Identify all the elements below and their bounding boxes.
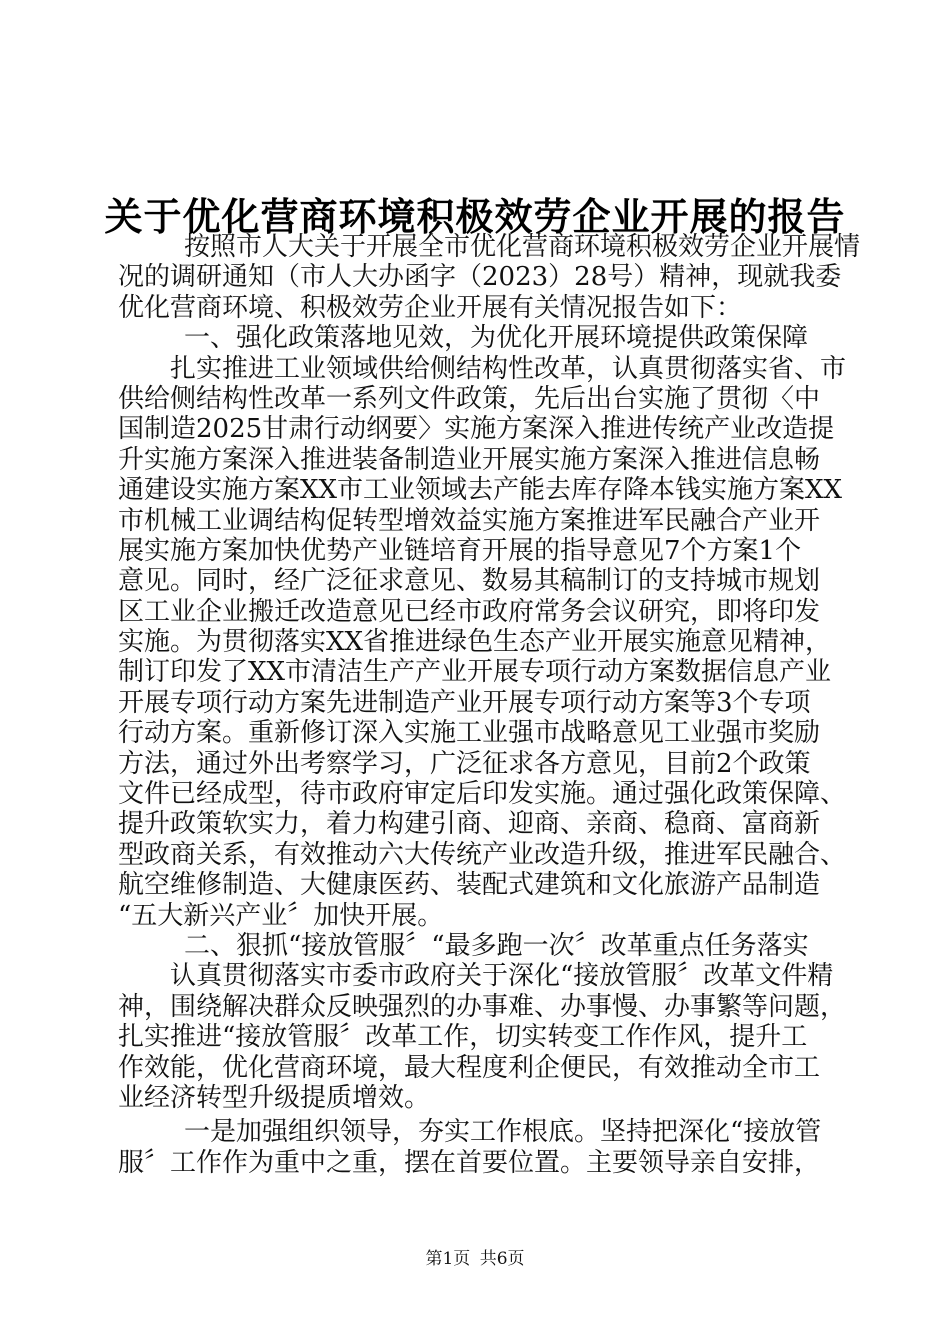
text-line: 按照市人大关于开展全市优化营商环境积极效劳企业开展情 [184, 232, 861, 262]
document-title: 关于优化营商环境积极效劳企业开展的报告 [104, 194, 846, 239]
text-line: 市机械工业调结构促转型增效益实施方案推进军民融合产业开 [118, 505, 821, 536]
page-total: 共6页 [479, 1249, 525, 1269]
text-line: 开展专项行动方案先进制造产业开展专项行动方案等3个专项 [118, 687, 811, 718]
page-number: 第1页 [425, 1249, 471, 1269]
text-line: 升实施方案深入推进装备制造业开展实施方案深入推进信息畅 [118, 444, 821, 475]
section-heading: 二、狠抓“接放管服〞“最多跑一次〞改革重点任务落实 [184, 930, 809, 961]
text-line: 区工业企业搬迁改造意见已经市政府常务会议研究，即将印发 [118, 596, 821, 627]
text-line: “五大新兴产业〞加快开展。 [118, 900, 444, 931]
text-line: 优化营商环境、积极效劳企业开展有关情况报告如下： [118, 292, 743, 323]
text-line: 意见。同时，经广泛征求意见、数易其稿制订的支持城市规划 [118, 566, 821, 597]
text-line: 供给侧结构性改革一系列文件政策，先后出台实施了贯彻〈中 [118, 383, 821, 414]
text-line: 通建设实施方案XX市工业领域去产能去库存降本钱实施方案XX [118, 475, 843, 506]
text-line: 型政商关系，有效推动六大传统产业改造升级，推进军民融合、 [118, 839, 847, 870]
text-line: 况的调研通知（市人大办函字（2023）28号）精神，现就我委 [118, 262, 842, 293]
text-line: 扎实推进工业领域供给侧结构性改革，认真贯彻落实省、市 [170, 353, 847, 384]
text-line: 航空维修制造、大健康医药、装配式建筑和文化旅游产品制造 [118, 870, 821, 901]
text-line: 实施。为贯彻落实XX省推进绿色生态产业开展实施意见精神， [118, 627, 832, 658]
text-line: 业经济转型升级提质增效。 [118, 1082, 431, 1113]
text-line: 扎实推进“接放管服〞改革工作，切实转变工作作风，提升工 [118, 1022, 808, 1053]
text-line: 神，围绕解决群众反映强烈的办事难、办事慢、办事繁等问题， [118, 991, 847, 1022]
text-line: 提升政策软实力，着力构建引商、迎商、亲商、稳商、富商新 [118, 809, 821, 840]
page-footer [0, 1244, 950, 1269]
text-line: 行动方案。重新修订深入实施工业强市战略意见工业强市奖励 [118, 718, 821, 749]
section-heading: 一、强化政策落地见效，为优化开展环境提供政策保障 [184, 323, 809, 354]
text-line: 方法，通过外出考察学习，广泛征求各方意见，目前2个政策 [118, 748, 811, 779]
text-line: 制订印发了XX市清洁生产产业开展专项行动方案数据信息产业 [118, 657, 832, 688]
text-line: 认真贯彻落实市委市政府关于深化“接放管服〞改革文件精 [170, 961, 834, 992]
text-line: 作效能，优化营商环境，最大程度利企便民，有效推动全市工 [118, 1052, 821, 1083]
text-line: 国制造2025甘肃行动纲要〉实施方案深入推进传统产业改造提 [118, 414, 835, 445]
text-line: 服〞工作作为重中之重，摆在首要位置。主要领导亲自安排， [118, 1147, 821, 1178]
text-line: 展实施方案加快优势产业链培育开展的指导意见7个方案1个 [118, 535, 802, 566]
text-line: 一是加强组织领导，夯实工作根底。坚持把深化“接放管 [184, 1117, 822, 1148]
document-body [118, 232, 861, 1178]
text-line: 文件已经成型，待市政府审定后印发实施。通过强化政策保障、 [118, 779, 847, 810]
